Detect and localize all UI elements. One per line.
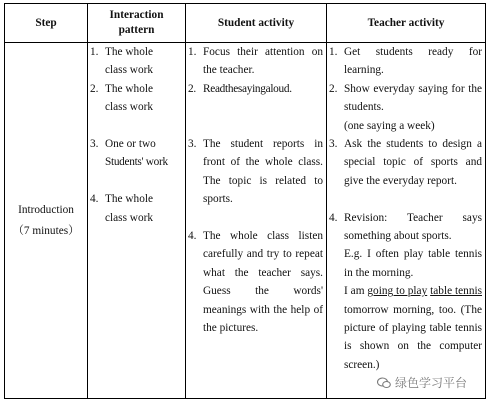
revision-example: E.g. I often play table tennis in the morning. — [344, 248, 482, 279]
interaction-item-1: 1. The whole class work — [90, 46, 154, 77]
step-duration: （7 minutes） — [12, 224, 80, 237]
underlined-table-tennis: table tennis — [430, 285, 482, 298]
teacher-item-2: 2. Show everyday saying for the students. (one saying a week) — [329, 82, 482, 132]
introduction-row — [5, 43, 486, 399]
header-student-activity: Student activity — [186, 4, 327, 43]
interaction-item-2: 2. The whole class work — [90, 82, 154, 114]
student-item-1: 1. Focus their attention on the teacher. — [188, 46, 323, 77]
revision-sentence: I am going to play table tennis tomorrow morning, too. — [344, 285, 482, 316]
student-item-4: 4. The whole class listen carefully and try to repeat what the teacher says. Guess the words' meanings with the help of the pictures. — [188, 230, 323, 335]
header-interaction-pattern: Interaction pattern — [88, 4, 186, 43]
revision-note: (The picture of playing table tennis is shown on the computer screen.) — [344, 303, 482, 371]
watermark-text: 绿色学习平台 — [394, 376, 467, 390]
student-activity-cell — [186, 43, 327, 399]
student-item-3: 3. The student reports in front of the whole class. The topic is related to sports. — [188, 138, 323, 206]
teacher-item-3: 3. Ask the students to design a special topic of sports and give the everyday report. — [329, 138, 482, 187]
header-teacher-activity: Teacher activity — [327, 4, 486, 43]
teacher-item-1: 1. Get students ready for learning. — [329, 46, 482, 77]
header-row — [5, 4, 486, 43]
lesson-plan-table — [4, 3, 486, 399]
teacher-activity-cell — [327, 43, 486, 399]
wechat-icon — [377, 377, 391, 389]
teacher-item-4-revision: 4. Revision: Teacher says something about sports. E.g. I often play table tennis in the morning. I am going to play table tennis tomorrow morning, too. (The picture of playing table tennis is shown on the computer screen.) — [329, 211, 482, 371]
student-item-2: 2. Readthesayingaloud. — [188, 82, 292, 95]
underlined-going-to-play: going to play — [367, 285, 428, 298]
watermark — [374, 373, 470, 392]
step-name: Introduction — [18, 204, 74, 217]
interaction-cell — [88, 43, 186, 399]
step-cell — [5, 43, 88, 399]
interaction-item-4: 4. The whole class work — [90, 193, 154, 224]
revision-intro: Revision: Teacher says something about sports. — [344, 211, 482, 243]
interaction-item-3: 3. One or two Students' work — [90, 138, 168, 169]
header-step: Step — [5, 4, 88, 43]
